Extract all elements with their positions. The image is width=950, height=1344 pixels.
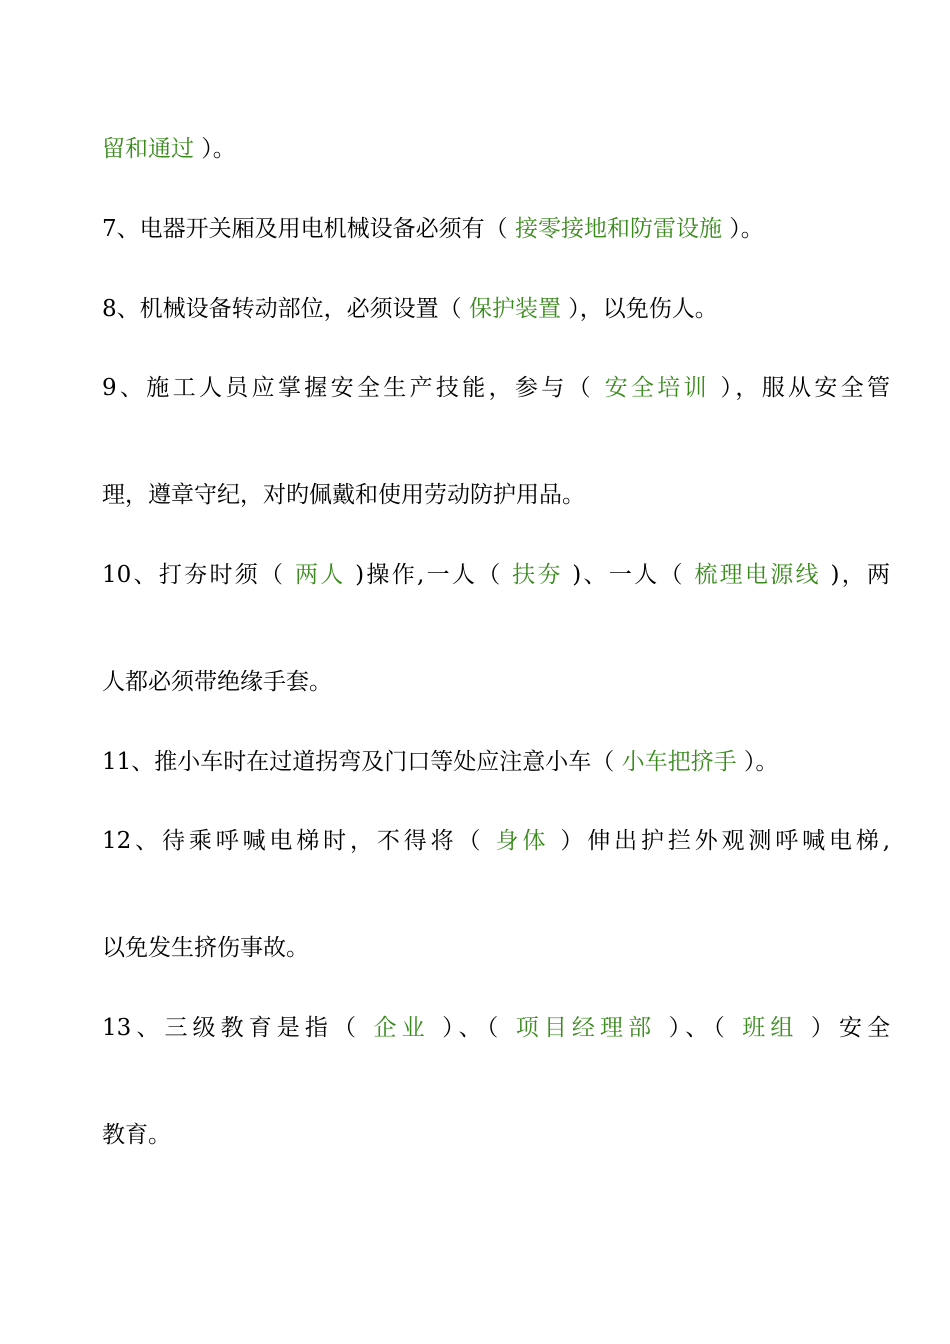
answer-text: 留和通过	[102, 136, 194, 162]
answer-text: 小车把挤手	[621, 749, 737, 775]
answer-text: 项目经理部	[515, 1015, 657, 1041]
question-10-line	[102, 560, 890, 590]
question-text: 7、电器开关厢及用电机械设备必须有（	[102, 216, 515, 242]
answer-text: 接零接地和防雷设施	[514, 216, 722, 242]
question-text: 以免发生挤伤事故。	[102, 935, 309, 961]
answer-text: 安全培训	[604, 375, 710, 401]
question-13-line	[102, 1013, 890, 1043]
question-text: ）、（	[656, 1015, 743, 1041]
question-text: ）、（	[429, 1015, 516, 1041]
question-text: )操作,一人（	[345, 562, 513, 588]
question-text: 10、打夯时须（	[102, 562, 295, 588]
question-13-continuation	[102, 1120, 902, 1150]
question-text: 教育。	[102, 1122, 171, 1148]
question-9-continuation	[102, 480, 902, 510]
answer-text: 身体	[495, 828, 550, 854]
question-11-line	[102, 747, 902, 777]
question-text: ）。	[721, 216, 764, 242]
question-text: ），服从安全管	[709, 375, 891, 401]
question-text: 人都必须带绝缘手套。	[102, 669, 332, 695]
answer-text: 两人	[294, 562, 346, 588]
question-text: 11、推小车时在过道拐弯及门口等处应注意小车（	[102, 749, 622, 775]
question-text: ）伸出护拦外观测呼喊电梯,	[549, 828, 891, 854]
question-text: 8、机械设备转动部位，必须设置（	[102, 296, 469, 322]
answer-text: 保护装置	[468, 296, 561, 322]
question-12-line	[102, 826, 890, 856]
question-8-line	[102, 294, 902, 324]
question-10-continuation	[102, 667, 902, 697]
question-text: ）安全	[798, 1015, 891, 1041]
question-text: )，两	[820, 562, 891, 588]
question-text: 9、施工人员应掌握安全生产技能，参与（	[102, 375, 605, 401]
question-text: 理，遵章守纪，对旳佩戴和使用劳动防护用品。	[102, 482, 585, 508]
question-text: 13、三级教育是指（	[102, 1015, 374, 1041]
question-text: ）。	[736, 749, 779, 775]
question-text: 12、待乘呼喊电梯时，不得将（	[102, 828, 496, 854]
text-line-1	[102, 134, 902, 164]
answer-text: 企业	[373, 1015, 430, 1041]
question-7-line	[102, 214, 902, 244]
question-text: ）。	[194, 136, 236, 162]
answer-text: 班组	[742, 1015, 799, 1041]
answer-text: 梳理电源线	[694, 562, 821, 588]
answer-text: 扶夯	[512, 562, 563, 588]
question-text: )、一人（	[562, 562, 695, 588]
question-12-continuation	[102, 933, 902, 963]
question-9-line	[102, 373, 890, 403]
question-text: ），以免伤人。	[560, 296, 718, 322]
